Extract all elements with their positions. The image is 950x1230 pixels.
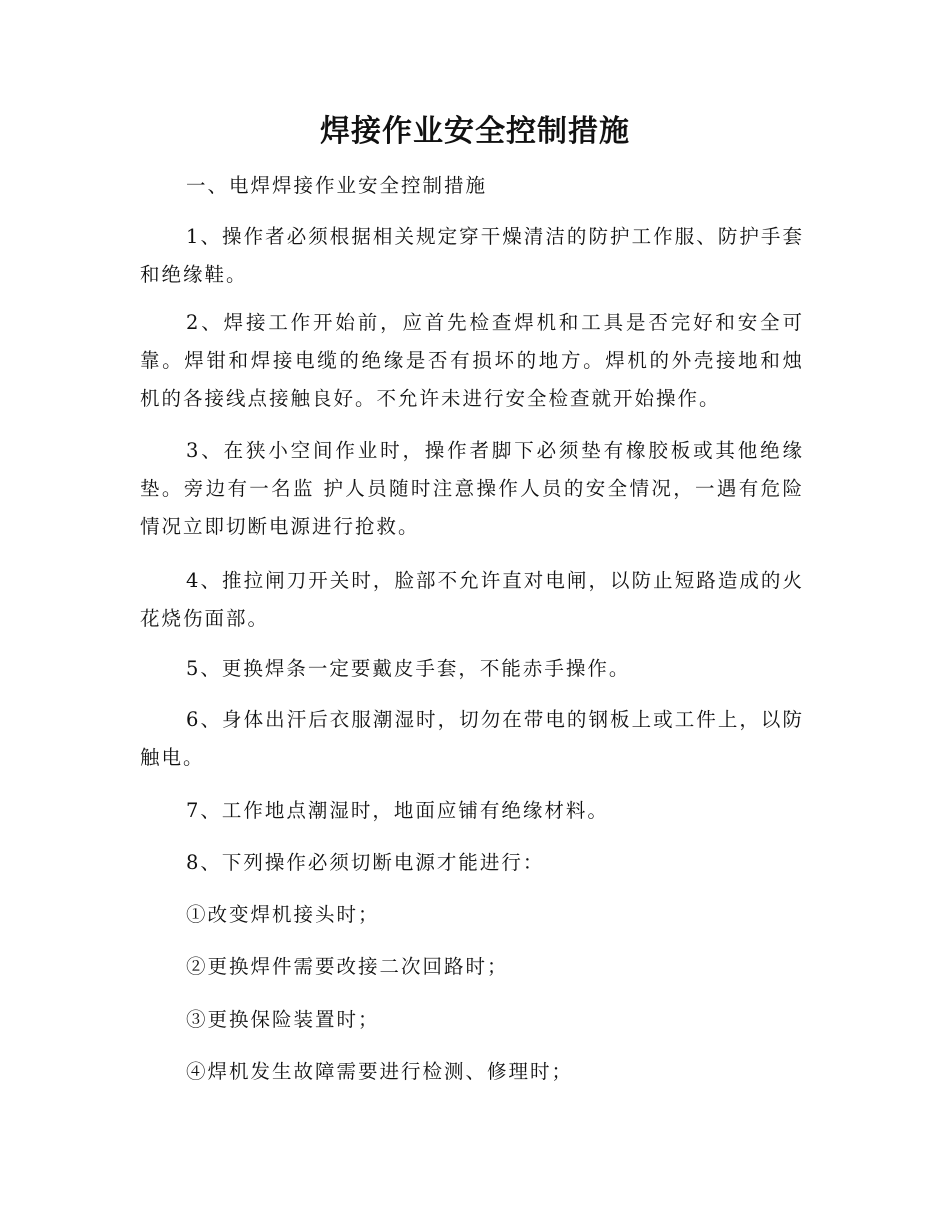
paragraph-5: 5、更换焊条一定要戴皮手套，不能赤手操作。: [186, 657, 631, 680]
document-title: 焊接作业安全控制措施: [320, 114, 630, 149]
paragraph-2: 2、焊接工作开始前，应首先检查焊机和工具是否完好和安全可靠。焊钳和焊接电缆的绝缘是否有损坏的地方。焊机的外壳接地和烛机的各接线点接触良好。不允许未进行安全检查就开始操作。: [140, 311, 804, 410]
paragraph-6: 6、身体出汗后衣服潮湿时，切勿在带电的钢板上或工件上，以防触电。: [140, 708, 804, 769]
paragraph-8: 8、下列操作必须切断电源才能进行：: [186, 851, 545, 874]
paragraph-7: 7、工作地点潮湿时，地面应铺有绝缘材料。: [186, 799, 609, 822]
list-item-3: ③更换保险装置时；: [186, 1008, 380, 1031]
list-item-1: ①改变焊机接头时；: [186, 903, 380, 926]
paragraph-3: 3、在狭小空间作业时，操作者脚下必须垫有橡胶板或其他绝缘垫。旁边有一名监 护人员随时注意操作人员的安全情况，一遇有危险情况立即切断电源进行抢救。: [140, 439, 804, 538]
list-item-2: ②更换焊件需要改接二次回路时；: [186, 955, 509, 978]
paragraph-4: 4、推拉闸刀开关时，脸部不允许直对电闸，以防止短路造成的火花烧伤面部。: [140, 569, 804, 630]
paragraph-1: 1、操作者必须根据相关规定穿干燥清洁的防护工作服、防护手套和绝缘鞋。: [140, 225, 804, 286]
list-item-4: ④焊机发生故障需要进行检测、修理时；: [186, 1060, 574, 1083]
section-heading: 一、电焊焊接作业安全控制措施: [186, 174, 488, 197]
